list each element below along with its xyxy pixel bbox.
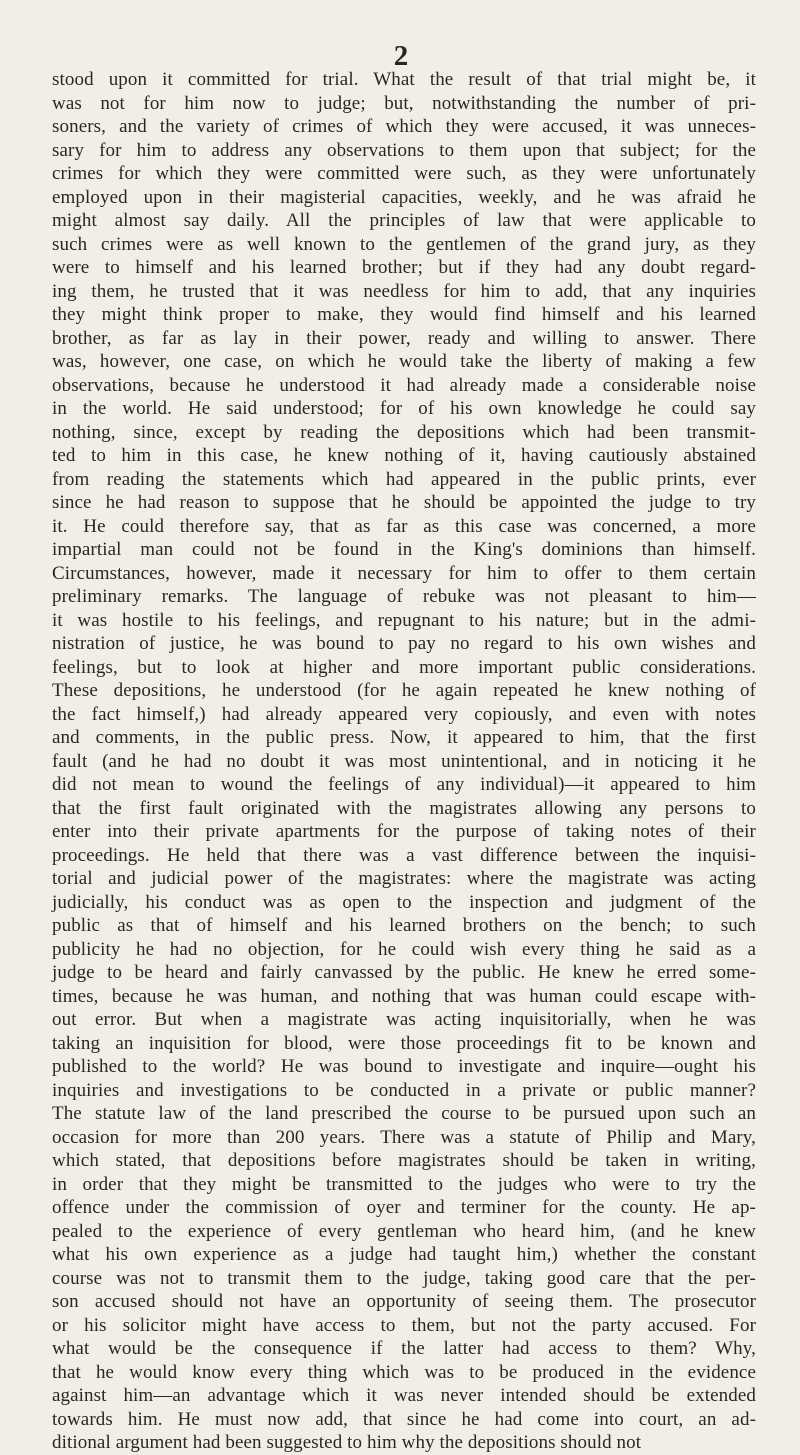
text-line: judicially, his conduct was as open to the inspection and judgment of the: [52, 891, 756, 913]
text-line: published to the world? He was bound to investigate and inquire—ought his: [52, 1056, 756, 1077]
text-line: in order that they might be transmitted to the judges who were to try the: [52, 1173, 756, 1195]
text-line: publicity he had no objection, for he could wish every thing he said as a: [52, 938, 756, 960]
text-line: sary for him to address any observations to them upon that subject; for the: [52, 139, 756, 161]
text-line: brother, as far as lay in their power, ready and willing to answer. There: [52, 327, 756, 349]
text-line: enter into their private apartments for the purpose of taking notes of their: [52, 821, 756, 842]
text-line: The statute law of the land prescribed the course to be pursued upon such an: [52, 1103, 756, 1124]
text-line: it. He could therefore say, that as far as this case was concerned, a more: [52, 515, 756, 537]
text-line: that he would know every thing which was to be produced in the evidence: [52, 1361, 756, 1383]
text-line: soners, and the variety of crimes of which they were accused, it was unneces-: [52, 116, 756, 137]
text-line: from reading the statements which had appeared in the public prints, ever: [52, 468, 756, 490]
text-line: the fact himself,) had already appeared very copiously, and even with notes: [52, 703, 756, 725]
text-line: it was hostile to his feelings, and repugnant to his nature; but in the admi-: [52, 609, 756, 631]
text-line: which stated, that depositions before magistrates should be taken in writing,: [52, 1150, 756, 1171]
text-line: what his own experience as a judge had taught him,) whether the constant: [52, 1244, 756, 1265]
text-line: pealed to the experience of every gentleman who heard him, (and he knew: [52, 1220, 756, 1242]
text-line: times, because he was human, and nothing that was human could escape with-: [52, 985, 756, 1007]
page-number: 2: [393, 40, 409, 72]
text-line: that the first fault originated with the magistrates allowing any persons to: [52, 797, 756, 819]
text-line: out error. But when a magistrate was acting inquisitorially, when he was: [52, 1009, 756, 1030]
text-line: since he had reason to suppose that he should be appointed the judge to try: [52, 492, 756, 513]
text-line: taking an inquisition for blood, were those proceedings fit to be known and: [52, 1032, 756, 1054]
text-line: in the world. He said understood; for of his own knowledge he could say: [52, 398, 756, 419]
text-line: proceedings. He held that there was a vast difference between the inquisi-: [52, 844, 756, 866]
text-line: was, however, one case, on which he would take the liberty of making a few: [52, 351, 756, 372]
text-line: employed upon in their magisterial capacities, weekly, and he was afraid he: [52, 186, 756, 208]
text-line: course was not to transmit them to the judge, taking good care that the per-: [52, 1267, 756, 1289]
text-line: against him—an advantage which it was never intended should be extended: [52, 1385, 756, 1406]
text-line: ing them, he trusted that it was needless for him to add, that any inquiries: [52, 280, 756, 302]
text-line: towards him. He must now add, that since he had come into court, an ad-: [52, 1408, 756, 1430]
text-line: was not for him now to judge; but, notwithstanding the number of pri-: [52, 92, 756, 114]
body-text: [52, 68, 756, 1455]
text-line: impartial man could not be found in the King's dominions than himself.: [52, 539, 756, 560]
text-line: judge to be heard and fairly canvassed by the public. He knew he erred some-: [52, 962, 756, 983]
text-line: public as that of himself and his learned brothers on the bench; to such: [52, 915, 756, 936]
text-line: ted to him in this case, he knew nothing of it, having cautiously abstained: [52, 445, 756, 466]
text-line: ditional argument had been suggested to him why the depositions should not: [52, 1432, 642, 1453]
text-line: nistration of justice, he was bound to pay no regard to his own wishes and: [52, 633, 756, 654]
text-line: fault (and he had no doubt it was most unintentional, and in noticing it he: [52, 750, 756, 772]
text-line: These depositions, he understood (for he again repeated he knew nothing of: [52, 680, 756, 701]
text-line: Circumstances, however, made it necessary for him to offer to them certain: [52, 562, 756, 584]
text-line: did not mean to wound the feelings of any individual)—it appeared to him: [52, 774, 756, 795]
text-line: were to himself and his learned brother; but if they had any doubt regard-: [52, 257, 756, 278]
text-line: offence under the commission of oyer and terminer for the county. He ap-: [52, 1197, 756, 1218]
text-line: feelings, but to look at higher and more important public considerations.: [52, 656, 756, 678]
text-line: observations, because he understood it had already made a considerable noise: [52, 374, 756, 396]
text-line: torial and judicial power of the magistrates: where the magistrate was acting: [52, 868, 756, 889]
text-line: such crimes were as well known to the gentlemen of the grand jury, as they: [52, 233, 756, 255]
text-line: and comments, in the public press. Now, it appeared to him, that the first: [52, 727, 756, 748]
text-line: stood upon it committed for trial. What the result of that trial might be, it: [52, 69, 756, 90]
text-line: crimes for which they were committed were such, as they were unfortunately: [52, 163, 756, 184]
text-line: inquiries and investigations to be conducted in a private or public manner?: [52, 1079, 756, 1101]
text-line: or his solicitor might have access to them, but not the party accused. For: [52, 1314, 756, 1336]
text-line: preliminary remarks. The language of rebuke was not pleasant to him—: [52, 586, 756, 607]
text-line: they might think proper to make, they would find himself and his learned: [52, 304, 756, 325]
text-line: nothing, since, except by reading the depositions which had been transmit-: [52, 421, 756, 443]
text-line: what would be the consequence if the latter had access to them? Why,: [52, 1338, 756, 1359]
text-line: occasion for more than 200 years. There was a statute of Philip and Mary,: [52, 1126, 756, 1148]
text-line: might almost say daily. All the principles of law that were applicable to: [52, 210, 756, 231]
text-line: son accused should not have an opportunity of seeing them. The prosecutor: [52, 1291, 756, 1312]
